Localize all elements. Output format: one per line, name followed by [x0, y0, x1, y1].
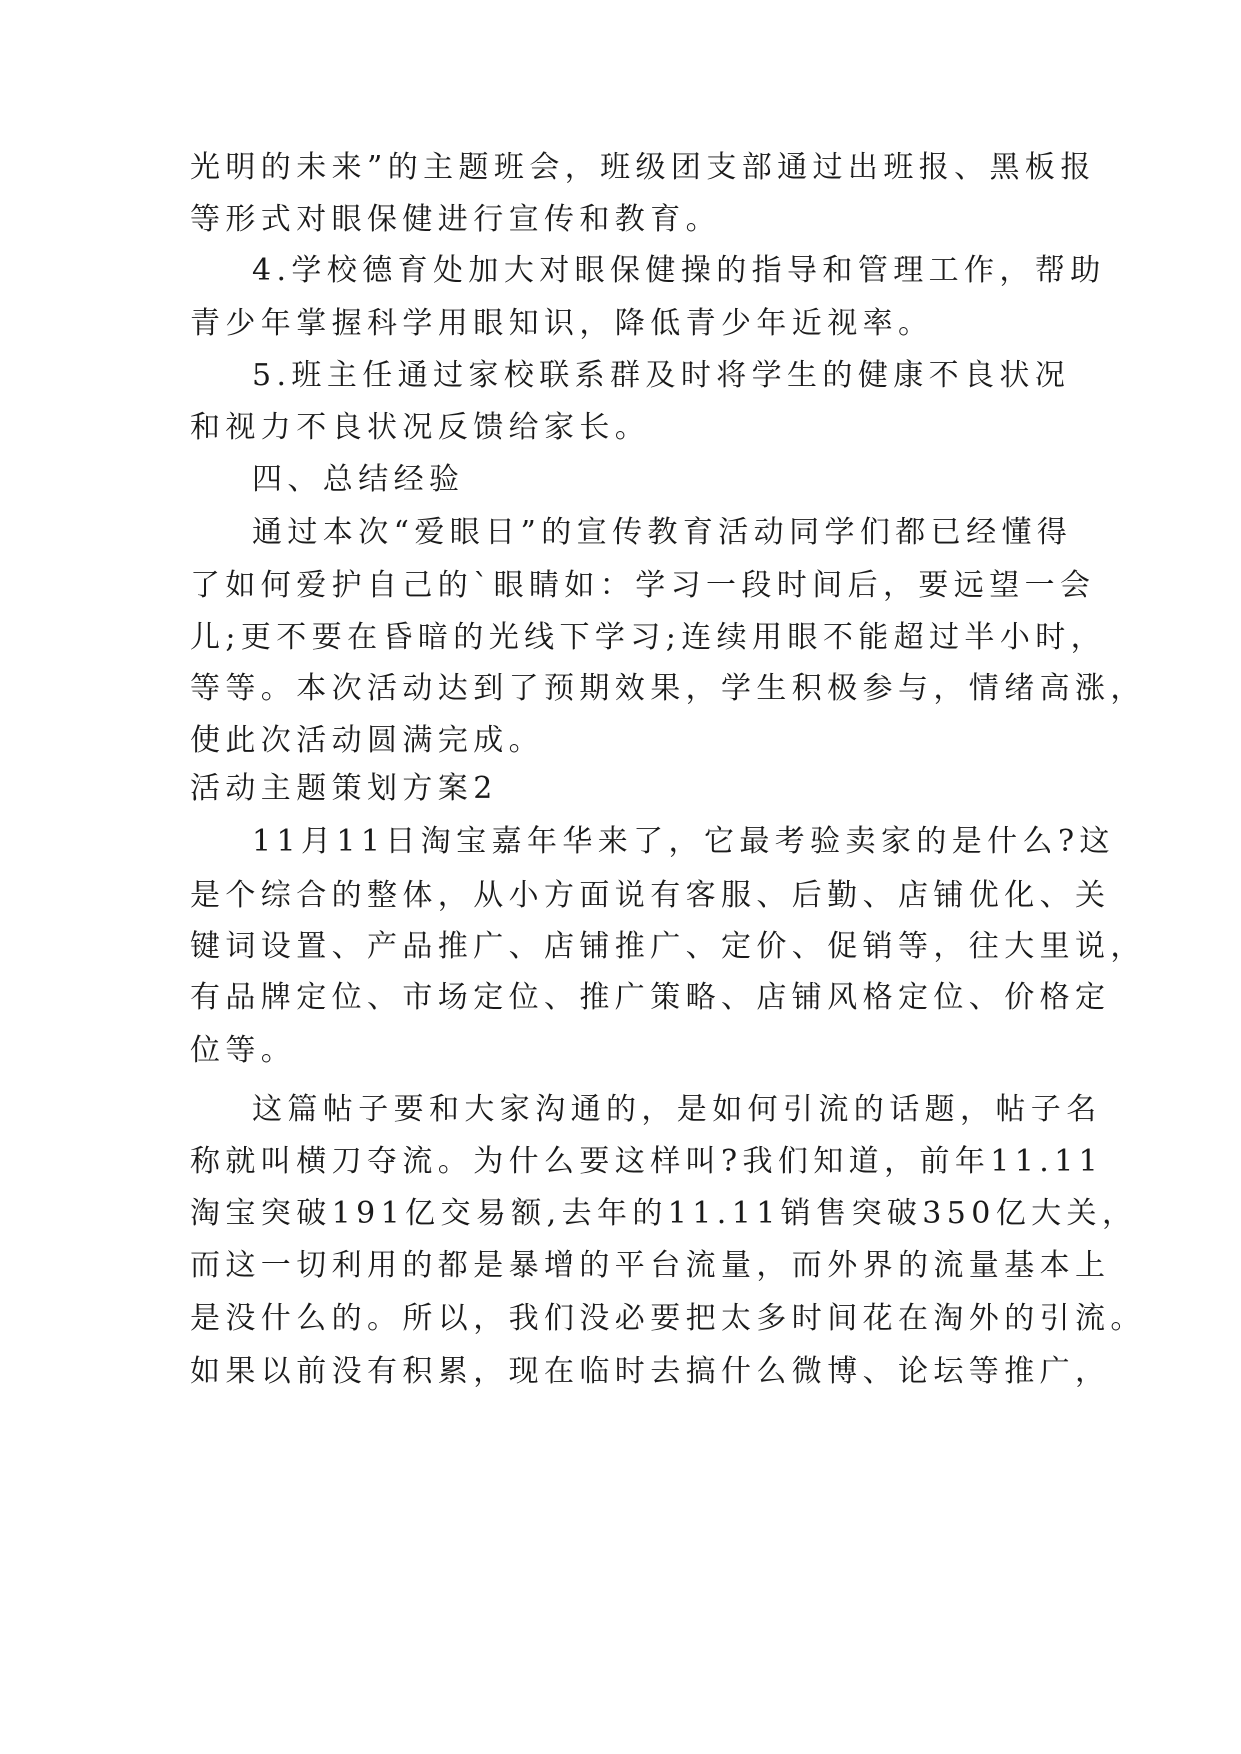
text-line: 使此次活动圆满完成。 [190, 723, 544, 758]
text-line: 淘宝突破191亿交易额,去年的11.11销售突破350亿大关， [190, 1196, 1138, 1231]
text-line: 通过本次“爱眼日”的宣传教育活动同学们都已经懂得 [252, 515, 1073, 550]
text-line: 有品牌定位、市场定位、推广策略、店铺风格定位、价格定 [190, 980, 1111, 1015]
text-line: 等形式对眼保健进行宣传和教育。 [190, 202, 721, 237]
text-line: 是没什么的。所以，我们没必要把太多时间花在淘外的引流。 [190, 1301, 1146, 1336]
text-line: 而这一切利用的都是暴增的平台流量，而外界的流量基本上 [190, 1248, 1111, 1283]
text-line: 青少年掌握科学用眼知识，降低青少年近视率。 [190, 306, 934, 341]
section-title: 活动主题策划方案2 [190, 771, 498, 806]
text-line: 键词设置、产品推广、店铺推广、定价、促销等，往大里说， [190, 929, 1146, 964]
text-line: 等等。本次活动达到了预期效果，学生积极参与，情绪高涨， [190, 671, 1146, 706]
text-line: 这篇帖子要和大家沟通的，是如何引流的话题，帖子名 [252, 1092, 1102, 1127]
text-line: 5.班主任通过家校联系群及时将学生的健康不良状况 [252, 358, 1071, 393]
text-line: 和视力不良状况反馈给家长。 [190, 410, 651, 445]
text-line: 11月11日淘宝嘉年华来了，它最考验卖家的是什么?这 [252, 824, 1115, 859]
text-line: 位等。 [190, 1033, 297, 1068]
text-line: 光明的未来”的主题班会，班级团支部通过出班报、黑板报 [190, 150, 1096, 185]
text-line: 4.学校德育处加大对眼保健操的指导和管理工作，帮助 [252, 253, 1106, 288]
text-line: 如果以前没有积累，现在临时去搞什么微博、论坛等推广， [190, 1354, 1111, 1389]
section-heading: 四、总结经验 [252, 462, 465, 497]
text-line: 儿;更不要在昏暗的光线下学习;连续用眼不能超过半小时， [190, 620, 1107, 655]
text-line: 称就叫横刀夺流。为什么要这样叫?我们知道，前年11.11 [190, 1144, 1104, 1179]
text-line: 了如何爱护自己的`眼睛如：学习一段时间后，要远望一会 [190, 568, 1096, 603]
text-line: 是个综合的整体，从小方面说有客服、后勤、店铺优化、关 [190, 878, 1111, 913]
